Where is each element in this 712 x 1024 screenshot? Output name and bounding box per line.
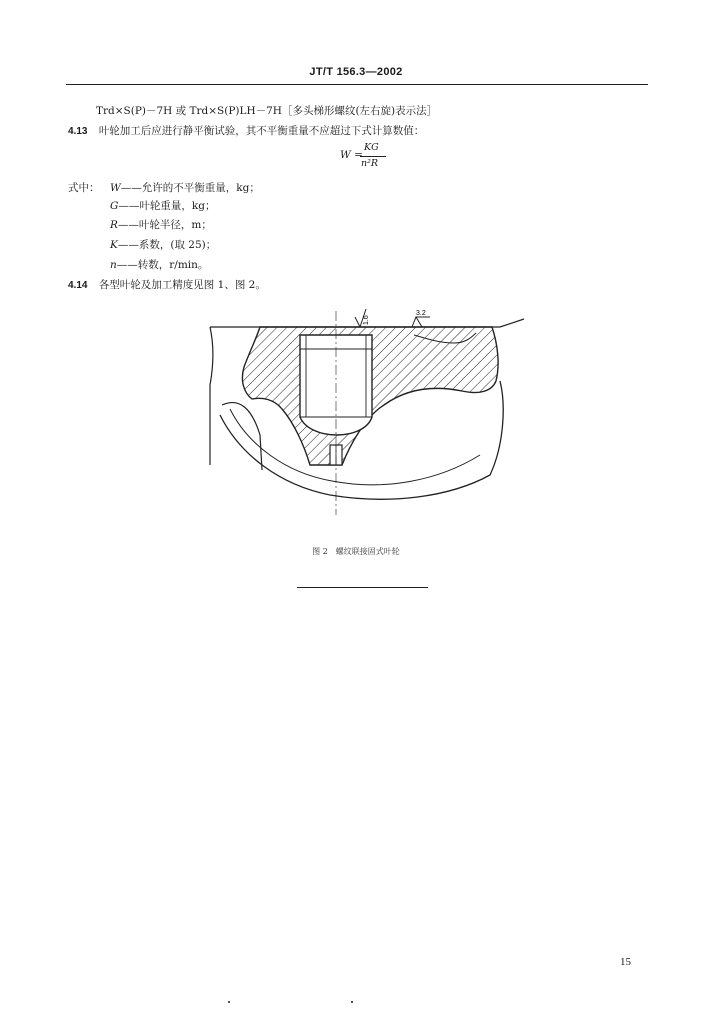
- thread-notation-line: Trd×S(P)－7H 或 Trd×S(P)LH－7H［多头梯形螺纹(左右旋)表示法］: [96, 105, 438, 117]
- variable-desc: 允许的不平衡重量，kg；: [141, 182, 260, 194]
- where-lead: 式中：: [68, 182, 100, 194]
- roughness-symbol-a: [355, 309, 370, 327]
- variable-item: [110, 198, 215, 213]
- clause-4-13: [68, 123, 424, 138]
- page-header: JT/T 156.3—2002: [309, 66, 403, 78]
- variable-dash: ——: [118, 200, 140, 212]
- variable-symbol: R: [110, 219, 118, 231]
- scan-speck: [351, 1001, 353, 1003]
- variable-item: [110, 180, 260, 195]
- variable-symbol: K: [110, 239, 118, 251]
- variable-dash: ——: [120, 182, 142, 194]
- variable-symbol: W: [110, 182, 121, 194]
- clause-4-14: [68, 277, 266, 292]
- variable-dash: ——: [117, 219, 139, 231]
- impeller-section-drawing: [200, 305, 530, 520]
- variable-desc: 转数，r/min。: [137, 259, 209, 271]
- formula-numerator: KG: [364, 142, 379, 153]
- variable-symbol: G: [110, 200, 119, 212]
- figure-caption: 图 2 螺纹联接固式叶轮: [312, 547, 400, 556]
- page-number: 15: [620, 956, 631, 968]
- fraction-bar: [360, 156, 386, 157]
- formula-lhs: W =: [340, 149, 363, 161]
- roughness-symbol-b: [412, 310, 430, 327]
- clause-number: 4.13: [68, 126, 88, 137]
- clause-text: 各型叶轮及加工精度见图 1、图 2。: [98, 279, 266, 291]
- variable-desc: 系数，(取 25)；: [138, 239, 217, 251]
- variable-item: [110, 237, 216, 252]
- end-rule: [297, 587, 428, 588]
- variable-desc: 叶轮重量，kg；: [139, 200, 216, 212]
- roughness-value-b: 3.2: [416, 310, 426, 317]
- formula-denominator: n²R: [361, 158, 379, 169]
- variable-item: [110, 257, 208, 272]
- clause-number: 4.14: [68, 280, 88, 291]
- clause-text: 叶轮加工后应进行静平衡试验，其不平衡重量不应超过下式计算数值：: [98, 125, 425, 137]
- variable-dash: ——: [117, 239, 139, 251]
- scan-speck: [228, 1001, 230, 1003]
- variable-item: [110, 217, 212, 232]
- header-rule: [66, 84, 648, 85]
- variable-desc: 叶轮半径，m；: [138, 219, 212, 231]
- roughness-value-a: 1.6: [363, 315, 370, 325]
- variable-dash: ——: [116, 259, 138, 271]
- variable-symbol: n: [110, 259, 117, 271]
